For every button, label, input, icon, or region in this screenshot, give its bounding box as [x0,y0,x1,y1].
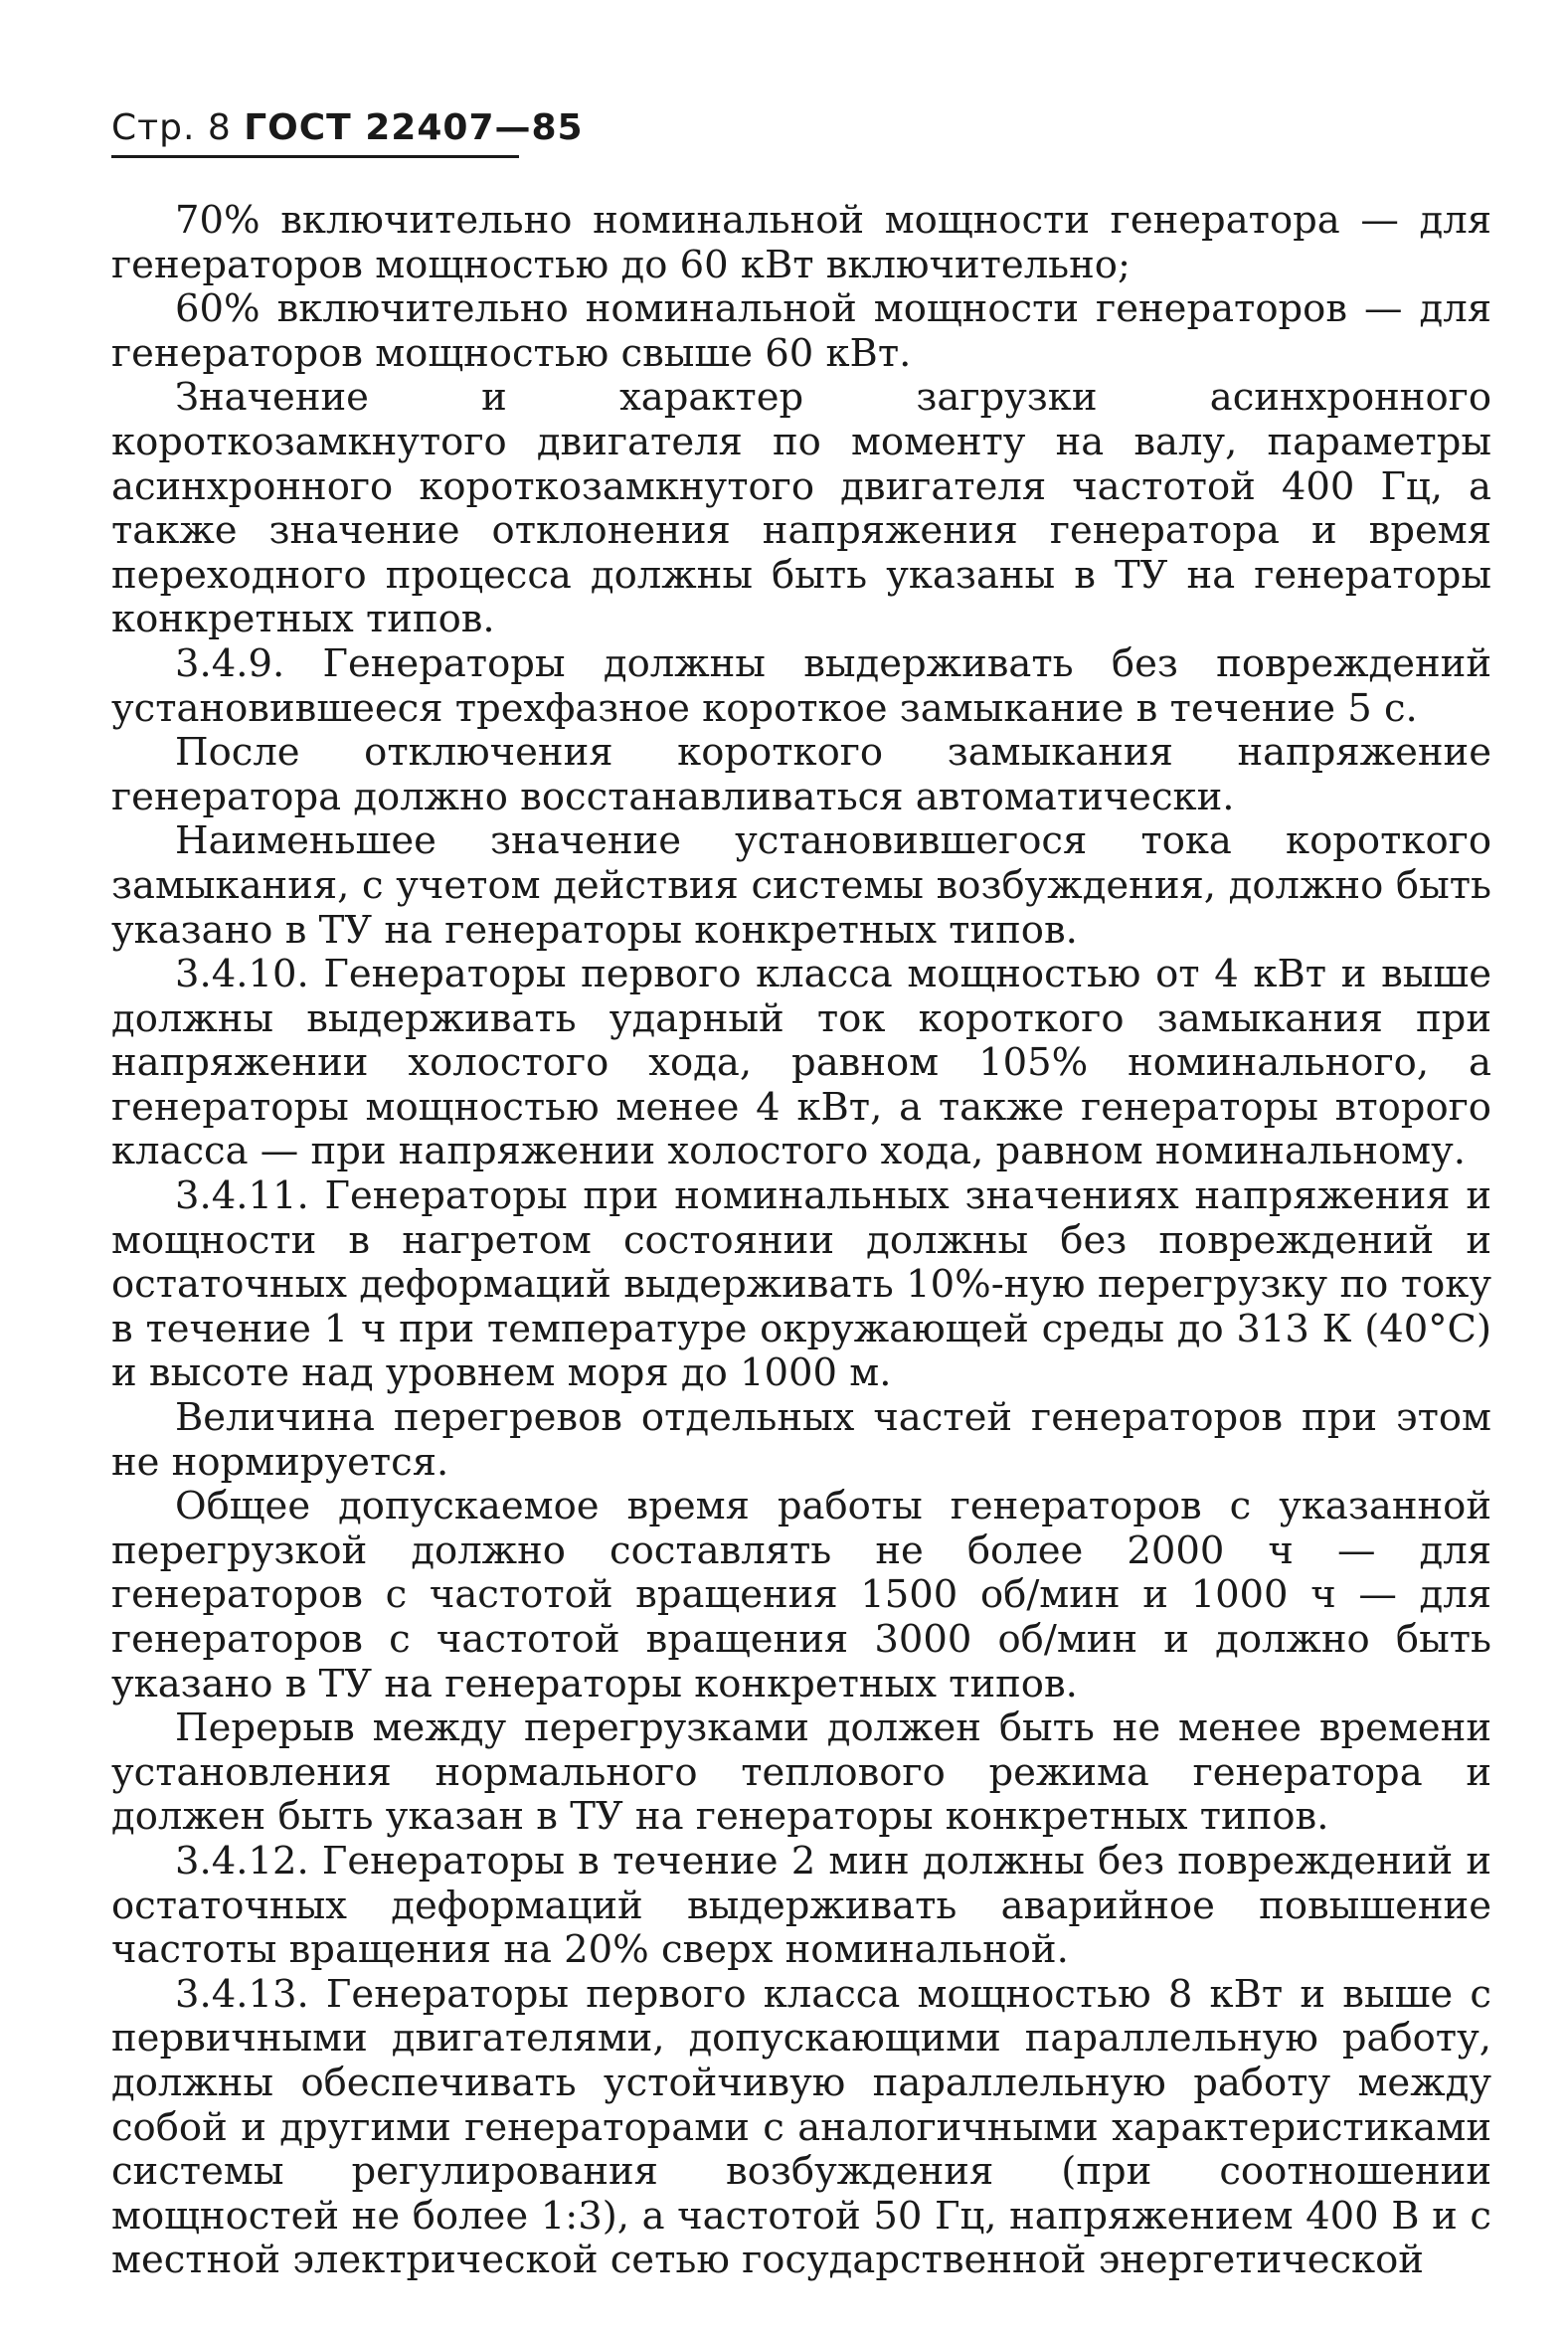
paragraph: 3.4.11. Генераторы при номинальных значениях напряжения и мощности в нагретом состоянии должны без повреждений и остаточных деформаций выдерживать 10%-ную перегрузку по току в течение 1 ч при температуре окружающей среды до 313 К (40°С) и высоте над уровнем моря до 1000 м. [111,1173,1491,1396]
paragraph: Общее допускаемое время работы генераторов с указанной перегрузкой должно составлять не более 2000 ч — для генераторов с частотой вращения 1500 об/мин и 1000 ч — для генераторов с частотой вращения 3000 об/мин и должно быть указано в ТУ на генераторы конкретных типов. [111,1484,1491,1706]
paragraph: Перерыв между перегрузками должен быть не менее времени установления нормального теплового режима генератора и должен быть указан в ТУ на генераторы конкретных типов. [111,1705,1491,1840]
paragraph: Величина перегревов отдельных частей генераторов при этом не нормируется. [111,1395,1491,1485]
page-header [111,107,584,148]
paragraph: 3.4.10. Генераторы первого класса мощностью от 4 кВт и выше должны выдерживать ударный ток короткого замыкания при напряжении холостого хода, равном 105% номинального, а генераторы мощностью менее 4 кВт, а также генераторы второго класса — при напряжении холостого хода, равном номинальному. [111,952,1491,1174]
header-rule [111,155,519,158]
paragraph: 60% включительно номинальной мощности генераторов — для генераторов мощностью свыше 60 кВт. [111,286,1491,376]
paragraph: 70% включительно номинальной мощности генератора — для генераторов мощностью до 60 кВт включительно; [111,198,1491,287]
paragraph: Значение и характер загрузки асинхронного короткозамкнутого двигателя по моменту на валу, параметры асинхронного короткозамкнутого двигателя частотой 400 Гц, а также значение отклонения напряжения генератора и время переходного процесса должны быть указаны в ТУ на генераторы конкретных типов. [111,375,1491,642]
paragraph: Наименьшее значение установившегося тока короткого замыкания, с учетом действия системы возбуждения, должно быть указано в ТУ на генераторы конкретных типов. [111,818,1491,953]
body-text [111,199,1491,2283]
paragraph: 3.4.9. Генераторы должны выдерживать без повреждений установившееся трехфазное короткое замыкание в течение 5 с. [111,640,1491,731]
standard-designation: ГОСТ 22407—85 [244,107,584,148]
page-number: Стр. 8 [111,107,232,148]
paragraph: После отключения короткого замыкания напряжение генератора должно восстанавливаться автоматически. [111,730,1491,819]
paragraph: 3.4.13. Генераторы первого класса мощностью 8 кВт и выше с первичными двигателями, допускающими параллельную работу, должны обеспечивать устойчивую параллельную работу между собой и другими генераторами с аналогичными характеристиками системы регулирования возбуждения (при соотношении мощностей не более 1:3), а частотой 50 Гц, напряжением 400 В и с местной электрической сетью государственной энергетической [111,1971,1491,2283]
paragraph: 3.4.12. Генераторы в течение 2 мин должны без повреждений и остаточных деформаций выдерживать аварийное повышение частоты вращения на 20% сверх номинальной. [111,1838,1491,1973]
